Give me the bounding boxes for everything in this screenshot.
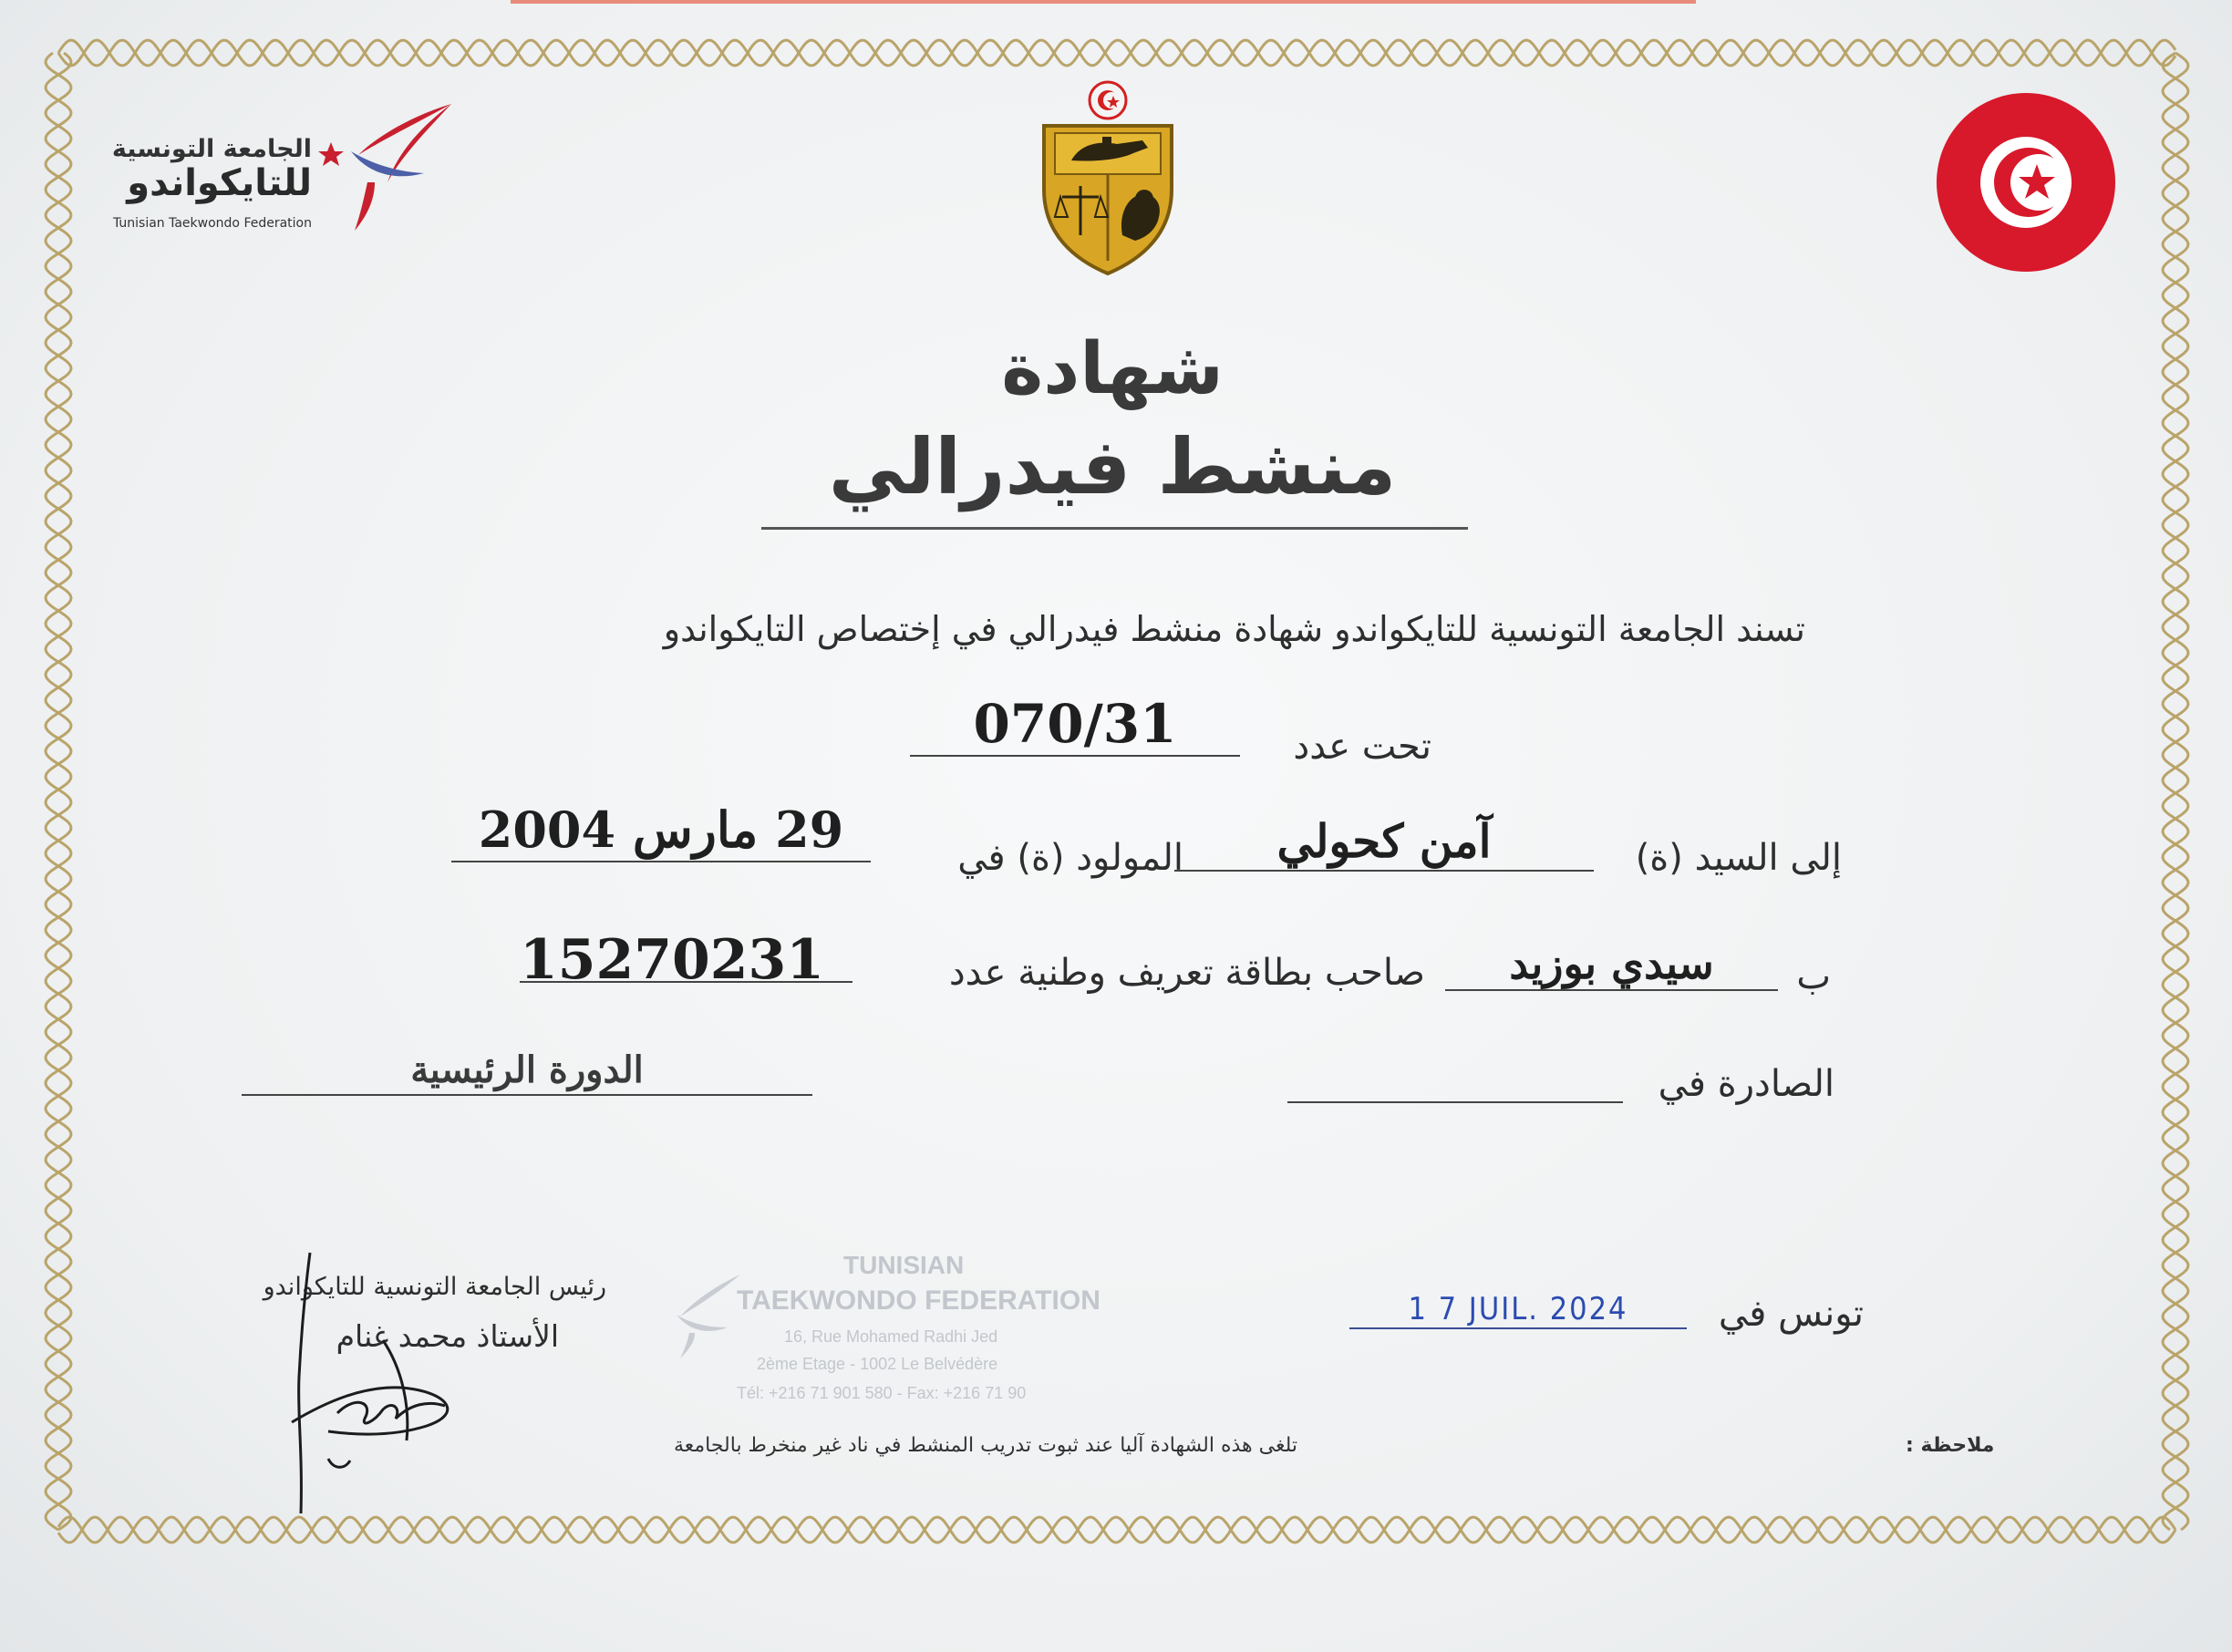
- certificate-subtitle: منشط فيدرالي: [828, 422, 1397, 511]
- stamp-line4: 2ème Etage - 1002 Le Belvédère: [757, 1355, 998, 1373]
- border-braid-strand: [58, 1517, 2175, 1543]
- issued-left-underline: [1287, 1101, 1623, 1103]
- tunisian-flag-icon: [1935, 91, 2117, 274]
- federation-name-en: Tunisian Taekwondo Federation: [112, 216, 312, 231]
- border-braid-strand: [58, 40, 2175, 66]
- place-underline: [1445, 989, 1778, 991]
- stamp-logo-icon: [649, 1269, 749, 1360]
- born-value: 29 مارس 2004: [478, 800, 844, 859]
- issued-underline: [242, 1094, 812, 1096]
- certificate-title: شهادة: [1001, 328, 1224, 410]
- president-title: رئيس الجامعة التونسية للتايكواندو: [263, 1273, 606, 1301]
- federation-logo-icon: [315, 98, 460, 235]
- name-label: إلى السيد (ة): [1635, 837, 1842, 879]
- born-underline: [451, 861, 871, 862]
- id-value: 15270231: [520, 928, 824, 992]
- certificate-intro: تسند الجامعة التونسية للتايكواندو شهادة منشط فيدرالي في إختصاص التايكواندو: [663, 609, 1805, 649]
- note-text: تلغى هذه الشهادة آليا عند ثبوت تدريب المنشط في ناد غير منخرط بالجامعة: [673, 1434, 1297, 1457]
- federation-name-ar-line2: للتايكواندو: [127, 162, 312, 204]
- federation-name-ar-line1: الجامعة التونسية: [111, 135, 312, 163]
- place-label: ب: [1796, 955, 1831, 997]
- number-label: تحت عدد: [1293, 726, 1431, 768]
- number-value: 070/31: [973, 693, 1177, 755]
- note-label: ملاحظة :: [1906, 1434, 1995, 1457]
- born-label: المولود (ة) في: [957, 837, 1183, 879]
- border-braid-strand: [58, 1517, 2175, 1543]
- id-label: صاحب بطاقة تعريف وطنية عدد: [948, 952, 1425, 994]
- stamp-line1: TUNISIAN: [843, 1251, 965, 1279]
- issued-value: الدورة الرئيسية: [410, 1048, 644, 1091]
- name-value: آمن كحولي: [1276, 814, 1492, 868]
- stamp-line5: Tél: +216 71 901 580 - Fax: +216 71 90: [737, 1384, 1027, 1402]
- name-underline: [1174, 870, 1594, 872]
- border-braid-strand: [58, 40, 2175, 66]
- issued-label: الصادرة في: [1658, 1063, 1834, 1105]
- stamp-line3: 16, Rue Mohamed Radhi Jed: [784, 1327, 998, 1346]
- title-underline: [761, 527, 1468, 530]
- place-value: سيدي بوزيد: [1509, 939, 1714, 988]
- coat-of-arms-icon: [1035, 80, 1181, 276]
- number-underline: [910, 755, 1240, 757]
- stamp-line2: TAEKWONDO FEDERATION: [737, 1285, 1100, 1316]
- president-name: الأستاذ محمد غنام: [336, 1318, 559, 1354]
- president-signature: [274, 1240, 492, 1513]
- city-label: تونس في: [1718, 1293, 1864, 1335]
- date-stamp: 1 7 JUIL. 2024: [1408, 1291, 1628, 1327]
- date-underline: [1349, 1327, 1687, 1329]
